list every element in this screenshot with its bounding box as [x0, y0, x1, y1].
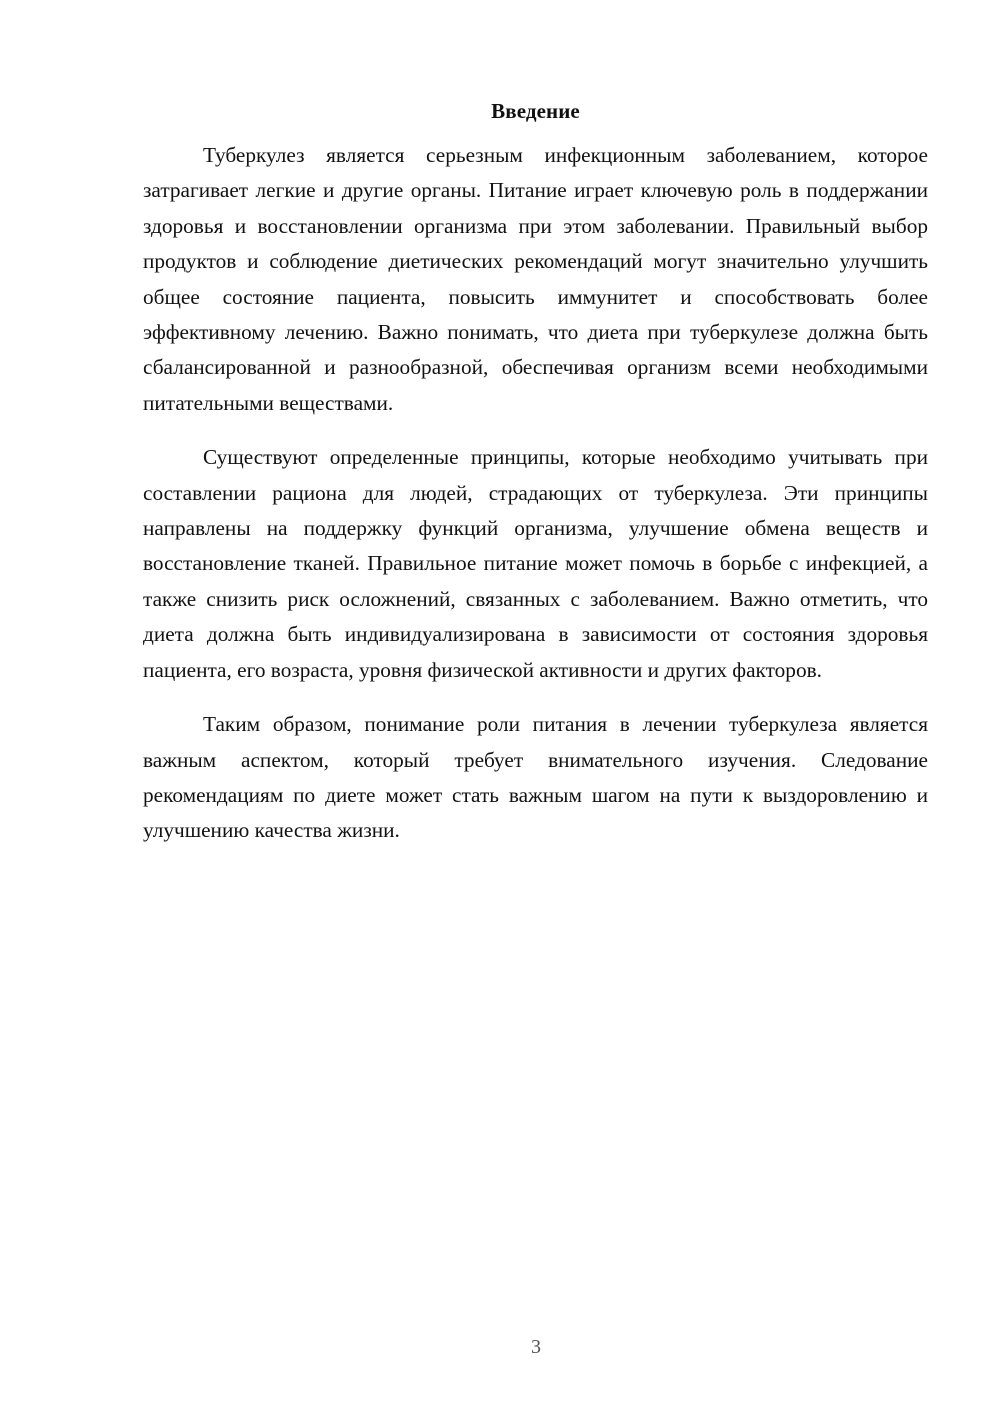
- paragraph-3: Таким образом, понимание роли питания в лечении туберкулеза является важным аспектом, который требует внимательного изучения. Следование рекомендациям по диете может стать важным шагом на пути к выздоровлению и улучшению качества жизни.: [143, 712, 928, 843]
- section-title: Введение: [491, 99, 580, 123]
- page-number: 3: [531, 1336, 541, 1358]
- paragraph-2: Существуют определенные принципы, которые необходимо учитывать при составлении рациона для людей, страдающих от туберкулеза. Эти принципы направлены на поддержку функций организма, улучшение обмена веществ и восстановление тканей. Правильное питание может помочь в борьбе с инфекцией, а также снизить риск осложнений, связанных с заболеванием. Важно отметить, что диета должна быть индивидуализирована в зависимости от состояния здоровья пациента, его возраста, уровня физической активности и других факторов.: [143, 445, 928, 682]
- page-content: [143, 96, 928, 868]
- paragraph-1: Туберкулез является серьезным инфекционным заболеванием, которое затрагивает легкие и другие органы. Питание играет ключевую роль в поддержании здоровья и восстановлении организма при этом заболевании. Правильный выбор продуктов и соблюдение диетических рекомендаций могут значительно улучшить общее состояние пациента, повысить иммунитет и способствовать более эффективному лечению. Важно понимать, что диета при туберкулезе должна быть сбалансированной и разнообразной, обеспечивая организм всеми необходимыми питательными веществами.: [143, 143, 928, 415]
